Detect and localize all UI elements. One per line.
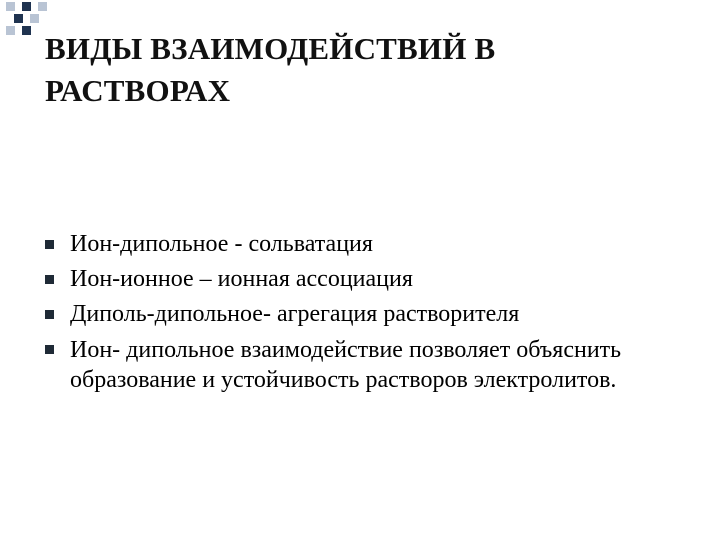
decoration-square bbox=[14, 14, 23, 23]
square-bullet-icon bbox=[45, 345, 54, 354]
bullet-text: Ион- дипольное взаимодействие позволяет объяснить образование и устойчивость растворов электролитов. bbox=[70, 337, 622, 393]
square-bullet-icon bbox=[45, 240, 54, 249]
slide-title-line-2: РАСТВОРАХ bbox=[45, 73, 231, 108]
bullet-item bbox=[45, 335, 685, 395]
decoration-square bbox=[6, 2, 15, 11]
bullet-item bbox=[45, 265, 685, 293]
decoration-square bbox=[6, 26, 15, 35]
bullet-list bbox=[45, 230, 685, 402]
bullet-text: Ион-ионное – ионная ассоциация bbox=[70, 266, 413, 292]
bullet-item bbox=[45, 300, 685, 328]
decoration-square bbox=[22, 2, 31, 11]
bullet-item bbox=[45, 230, 685, 258]
slide-title-line-1: ВИДЫ ВЗАИМОДЕЙСТВИЙ В bbox=[45, 31, 496, 66]
decoration-square bbox=[38, 2, 47, 11]
decoration-square bbox=[30, 14, 39, 23]
bullet-text: Диполь-дипольное- агрегация растворителя bbox=[70, 301, 520, 327]
bullet-text: Ион-дипольное - сольватация bbox=[70, 231, 373, 257]
square-bullet-icon bbox=[45, 310, 54, 319]
square-bullet-icon bbox=[45, 275, 54, 284]
slide-title bbox=[45, 28, 665, 112]
decoration-square bbox=[22, 26, 31, 35]
